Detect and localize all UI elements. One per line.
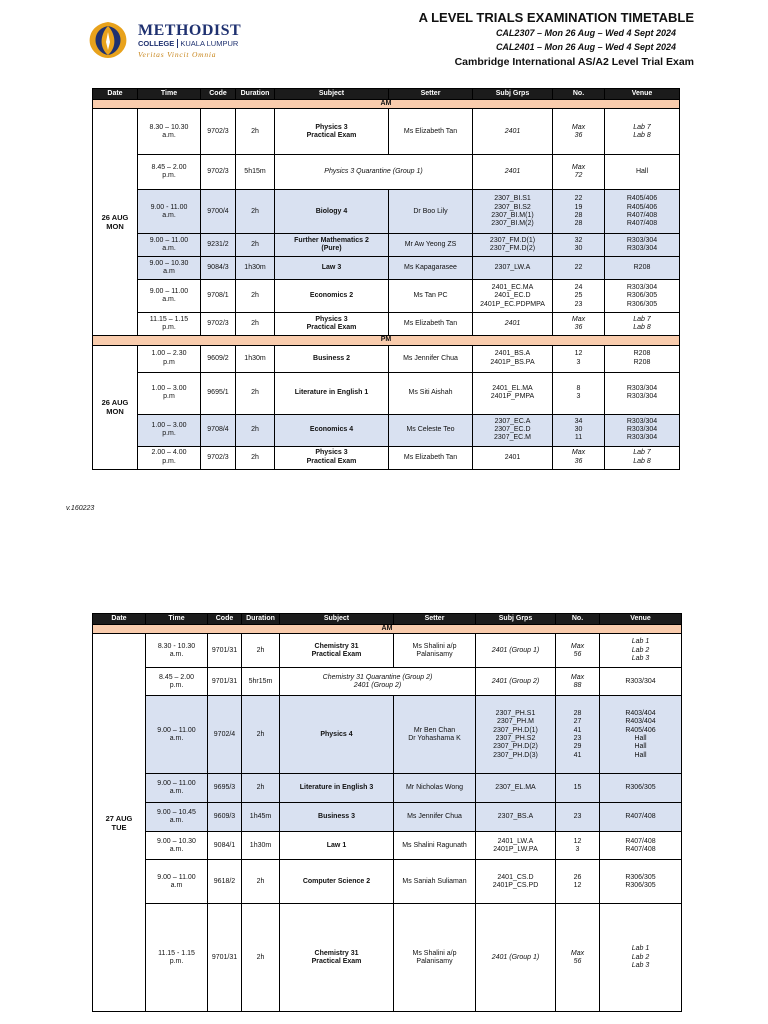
subject-groups-cell: 2307_PH.S1 2307_PH.M 2307_PH.D(1) 2307_PH.S2 2307_PH.D(2) 2307_PH.D(3) (476, 696, 556, 774)
venue-cell: Lab 7 Lab 8 (605, 313, 680, 336)
time-cell: 11.15 – 1.15 p.m. (138, 313, 201, 336)
session-row (93, 336, 680, 345)
code-cell: 9084/1 (208, 832, 242, 860)
venue-cell: R303/304 R303/304 (605, 234, 680, 257)
venue-cell: R208 (605, 257, 680, 280)
setter-cell: Ms Elizabeth Tan (389, 313, 473, 336)
session-row (93, 100, 680, 109)
venue-cell: R405/406 R405/406 R407/408 R407/408 (605, 190, 680, 234)
table-header-row (93, 614, 682, 625)
venue-cell: R303/304 R303/304 (605, 372, 680, 414)
setter-cell: Ms Tan PC (389, 280, 473, 313)
table-row (93, 280, 680, 313)
table-header-row (93, 89, 680, 100)
table-row (93, 803, 682, 832)
subject-cell: Physics 3 Quarantine (Group 1) (275, 155, 473, 190)
student-count-cell: Max 56 (556, 904, 600, 1012)
column-header-venue: Venue (600, 614, 682, 625)
subject-groups-cell: 2401 (473, 109, 553, 155)
setter-cell: Ms Saniah Suliaman (394, 860, 476, 904)
venue-cell: R303/304 R303/304 R303/304 (605, 414, 680, 446)
subject-groups-cell: 2307_EL.MA (476, 774, 556, 803)
logo-subtitle (138, 39, 238, 48)
time-cell: 1.00 – 3.00 p.m. (138, 414, 201, 446)
session-row (93, 625, 682, 634)
subject-groups-cell: 2401_EL.MA 2401P_PMPA (473, 372, 553, 414)
subject-cell: Physics 3 Practical Exam (275, 446, 389, 469)
duration-cell: 2h (242, 696, 280, 774)
duration-cell: 5hr15m (242, 668, 280, 696)
subject-cell: Literature in English 3 (280, 774, 394, 803)
code-cell: 9702/3 (201, 446, 236, 469)
student-count-cell: 24 25 23 (553, 280, 605, 313)
table-row (93, 313, 680, 336)
date-cell: 26 AUG MON (93, 109, 138, 336)
table-row (93, 668, 682, 696)
column-header-date: Date (93, 89, 138, 100)
setter-cell: Ms Jennifer Chua (389, 345, 473, 372)
venue-cell: R208 R208 (605, 345, 680, 372)
subject-groups-cell: 2307_BI.S1 2307_BI.S2 2307_BI.M(1) 2307_BI.M(2) (473, 190, 553, 234)
student-count-cell: Max 88 (556, 668, 600, 696)
subtitle-cal2401: CAL2401 – Mon 26 Aug – Wed 4 Sept 2024 (495, 42, 676, 52)
subject-cell: Law 1 (280, 832, 394, 860)
version-label: v.160223 (66, 505, 95, 512)
duration-cell: 2h (236, 414, 275, 446)
time-cell: 9.00 – 11.00 a.m (146, 860, 208, 904)
subject-groups-cell: 2401 (Group 2) (476, 668, 556, 696)
time-cell: 8.30 - 10.30 a.m. (146, 634, 208, 668)
setter-cell: Ms Kapagarasee (389, 257, 473, 280)
column-header-time: Time (146, 614, 208, 625)
subject-groups-cell: 2307_BS.A (476, 803, 556, 832)
subject-groups-cell: 2401_EC.MA 2401_EC.D 2401P_EC.PDPMPA (473, 280, 553, 313)
duration-cell: 1h30m (236, 345, 275, 372)
venue-cell: R303/304 R306/305 R306/305 (605, 280, 680, 313)
venue-cell: Lab 1 Lab 2 Lab 3 (600, 904, 682, 1012)
column-header-no-: No. (556, 614, 600, 625)
column-header-setter: Setter (389, 89, 473, 100)
time-cell: 1.00 – 3.00 p.m (138, 372, 201, 414)
subject-groups-cell: 2401 (473, 313, 553, 336)
college-logo (86, 20, 256, 62)
venue-cell: R403/404 R403/404 R405/406 Hall Hall Hall (600, 696, 682, 774)
code-cell: 9702/3 (201, 109, 236, 155)
subject-cell: Economics 2 (275, 280, 389, 313)
subject-cell: Chemistry 31 Quarantine (Group 2) 2401 (Group 2) (280, 668, 476, 696)
student-count-cell: 26 12 (556, 860, 600, 904)
setter-cell: Ms Shalini a/p Palanisamy (394, 904, 476, 1012)
table-row (93, 832, 682, 860)
duration-cell: 1h30m (242, 832, 280, 860)
duration-cell: 1h30m (236, 257, 275, 280)
session-label: PM (93, 336, 680, 345)
duration-cell: 2h (236, 234, 275, 257)
setter-cell: Dr Boo Lily (389, 190, 473, 234)
table-row (93, 634, 682, 668)
duration-cell: 2h (236, 280, 275, 313)
student-count-cell: 12 3 (556, 832, 600, 860)
subject-cell: Economics 4 (275, 414, 389, 446)
duration-cell: 2h (242, 634, 280, 668)
setter-cell: Mr Nicholas Wong (394, 774, 476, 803)
student-count-cell: 22 19 28 28 (553, 190, 605, 234)
time-cell: 2.00 – 4.00 p.m. (138, 446, 201, 469)
time-cell: 8.45 – 2.00 p.m. (138, 155, 201, 190)
time-cell: 9.00 – 11.00 a.m. (138, 280, 201, 313)
logo-kl: KUALA LUMPUR (177, 39, 238, 48)
duration-cell: 1h45m (242, 803, 280, 832)
subject-cell: Business 2 (275, 345, 389, 372)
code-cell: 9702/3 (201, 313, 236, 336)
student-count-cell: 8 3 (553, 372, 605, 414)
table-row (93, 372, 680, 414)
timetable-27-aug (92, 613, 682, 1012)
student-count-cell: Max 56 (556, 634, 600, 668)
student-count-cell: 32 30 (553, 234, 605, 257)
page-title: A LEVEL TRIALS EXAMINATION TIMETABLE (418, 10, 694, 25)
date-cell: 27 AUG TUE (93, 634, 146, 1012)
venue-cell: R306/305 (600, 774, 682, 803)
subject-cell: Physics 3 Practical Exam (275, 109, 389, 155)
time-cell: 11.15 - 1.15 p.m. (146, 904, 208, 1012)
duration-cell: 2h (242, 904, 280, 1012)
timetable-26-aug (92, 88, 680, 470)
student-count-cell: 22 (553, 257, 605, 280)
subject-groups-cell: 2307_EC.A 2307_EC.D 2307_EC.M (473, 414, 553, 446)
session-label: AM (93, 625, 682, 634)
column-header-subject: Subject (275, 89, 389, 100)
time-cell: 9.00 – 10.45 a.m. (146, 803, 208, 832)
code-cell: 9695/3 (208, 774, 242, 803)
subtitle-cal2307: CAL2307 – Mon 26 Aug – Wed 4 Sept 2024 (495, 28, 676, 38)
subject-groups-cell: 2401 (473, 155, 553, 190)
subject-groups-cell: 2307_FM.D(1) 2307_FM.D(2) (473, 234, 553, 257)
student-count-cell: 28 27 41 23 29 41 (556, 696, 600, 774)
duration-cell: 2h (236, 372, 275, 414)
duration-cell: 5h15m (236, 155, 275, 190)
subject-groups-cell: 2401_LW.A 2401P_LW.PA (476, 832, 556, 860)
venue-cell: R306/305 R306/305 (600, 860, 682, 904)
logo-motto: Veritas Vincit Omnia (138, 50, 217, 59)
code-cell: 9695/1 (201, 372, 236, 414)
code-cell: 9702/3 (201, 155, 236, 190)
subject-groups-cell: 2307_LW.A (473, 257, 553, 280)
student-count-cell: 12 3 (553, 345, 605, 372)
student-count-cell: Max 36 (553, 109, 605, 155)
subtitle-exam: Cambridge International AS/A2 Level Trial Exam (454, 56, 694, 68)
time-cell: 9.00 – 11.00 a.m. (146, 774, 208, 803)
setter-cell: Ms Shalini a/p Palanisamy (394, 634, 476, 668)
venue-cell: Lab 7 Lab 8 (605, 109, 680, 155)
subject-cell: Biology 4 (275, 190, 389, 234)
subject-cell: Law 3 (275, 257, 389, 280)
code-cell: 9609/2 (201, 345, 236, 372)
code-cell: 9708/1 (201, 280, 236, 313)
time-cell: 8.45 – 2.00 p.m. (146, 668, 208, 696)
table-row (93, 696, 682, 774)
subject-cell: Further Mathematics 2 (Pure) (275, 234, 389, 257)
time-cell: 9.00 - 11.00 a.m. (138, 190, 201, 234)
table-row (93, 155, 680, 190)
column-header-setter: Setter (394, 614, 476, 625)
table-row (93, 904, 682, 1012)
venue-cell: Hall (605, 155, 680, 190)
student-count-cell: Max 36 (553, 313, 605, 336)
duration-cell: 2h (242, 774, 280, 803)
subject-cell: Chemistry 31 Practical Exam (280, 904, 394, 1012)
table-row (93, 860, 682, 904)
subject-cell: Physics 3 Practical Exam (275, 313, 389, 336)
column-header-code: Code (208, 614, 242, 625)
setter-cell: Ms Siti Aishah (389, 372, 473, 414)
session-label: AM (93, 100, 680, 109)
table-row (93, 446, 680, 469)
code-cell: 9084/3 (201, 257, 236, 280)
code-cell: 9231/2 (201, 234, 236, 257)
duration-cell: 2h (236, 446, 275, 469)
venue-cell: R407/408 R407/408 (600, 832, 682, 860)
student-count-cell: 23 (556, 803, 600, 832)
code-cell: 9708/4 (201, 414, 236, 446)
time-cell: 9.00 – 11.00 a.m. (138, 234, 201, 257)
code-cell: 9701/31 (208, 904, 242, 1012)
column-header-code: Code (201, 89, 236, 100)
venue-cell: Lab 1 Lab 2 Lab 3 (600, 634, 682, 668)
column-header-duration: Duration (236, 89, 275, 100)
subject-groups-cell: 2401 (473, 446, 553, 469)
subject-cell: Computer Science 2 (280, 860, 394, 904)
student-count-cell: 15 (556, 774, 600, 803)
student-count-cell: 34 30 11 (553, 414, 605, 446)
column-header-time: Time (138, 89, 201, 100)
code-cell: 9700/4 (201, 190, 236, 234)
subject-groups-cell: 2401_CS.D 2401P_CS.PD (476, 860, 556, 904)
time-cell: 9.00 – 10.30 a.m. (146, 832, 208, 860)
code-cell: 9701/31 (208, 668, 242, 696)
setter-cell: Mr Aw Yeong ZS (389, 234, 473, 257)
setter-cell: Ms Celeste Teo (389, 414, 473, 446)
column-header-no-: No. (553, 89, 605, 100)
subject-groups-cell: 2401_BS.A 2401P_BS.PA (473, 345, 553, 372)
code-cell: 9701/31 (208, 634, 242, 668)
subject-groups-cell: 2401 (Group 1) (476, 904, 556, 1012)
column-header-subj-grps: Subj Grps (473, 89, 553, 100)
time-cell: 1.00 – 2.30 p.m (138, 345, 201, 372)
setter-cell: Mr Ben Chan Dr Yohashama K (394, 696, 476, 774)
setter-cell: Ms Elizabeth Tan (389, 109, 473, 155)
code-cell: 9618/2 (208, 860, 242, 904)
column-header-venue: Venue (605, 89, 680, 100)
table-row (93, 190, 680, 234)
code-cell: 9702/4 (208, 696, 242, 774)
setter-cell: Ms Shalini Ragunath (394, 832, 476, 860)
setter-cell: Ms Jennifer Chua (394, 803, 476, 832)
logo-college: COLLEGE (138, 39, 175, 48)
code-cell: 9609/3 (208, 803, 242, 832)
subject-groups-cell: 2401 (Group 1) (476, 634, 556, 668)
time-cell: 9.00 – 11.00 a.m. (146, 696, 208, 774)
venue-cell: R303/304 (600, 668, 682, 696)
logo-name: METHODIST (138, 22, 242, 39)
student-count-cell: Max 36 (553, 446, 605, 469)
subject-cell: Business 3 (280, 803, 394, 832)
time-cell: 8.30 – 10.30 a.m. (138, 109, 201, 155)
table-row (93, 234, 680, 257)
subject-cell: Physics 4 (280, 696, 394, 774)
column-header-subj-grps: Subj Grps (476, 614, 556, 625)
date-cell: 26 AUG MON (93, 345, 138, 469)
table-row (93, 257, 680, 280)
student-count-cell: Max 72 (553, 155, 605, 190)
time-cell: 9.00 – 10.30 a.m (138, 257, 201, 280)
subject-cell: Literature in English 1 (275, 372, 389, 414)
duration-cell: 2h (236, 190, 275, 234)
column-header-date: Date (93, 614, 146, 625)
column-header-subject: Subject (280, 614, 394, 625)
college-emblem-icon (86, 20, 130, 60)
subject-cell: Chemistry 31 Practical Exam (280, 634, 394, 668)
table-row (93, 414, 680, 446)
venue-cell: R407/408 (600, 803, 682, 832)
table-row (93, 109, 680, 155)
setter-cell: Ms Elizabeth Tan (389, 446, 473, 469)
duration-cell: 2h (236, 313, 275, 336)
venue-cell: Lab 7 Lab 8 (605, 446, 680, 469)
table-row (93, 345, 680, 372)
duration-cell: 2h (242, 860, 280, 904)
column-header-duration: Duration (242, 614, 280, 625)
table-row (93, 774, 682, 803)
duration-cell: 2h (236, 109, 275, 155)
